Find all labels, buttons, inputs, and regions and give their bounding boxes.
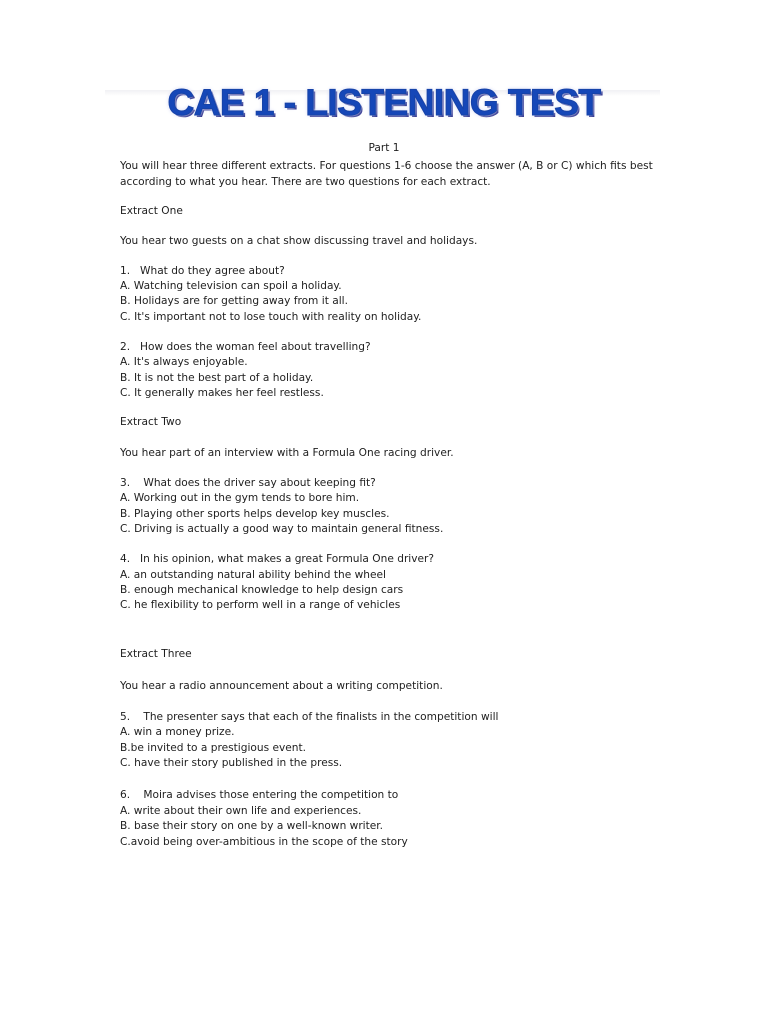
question-text: Moira advises those entering the competition to [140,789,399,801]
extract-context: You hear two guests on a chat show discussing travel and holidays. [120,235,478,247]
answer-option: A. Watching television can spoil a holiday. [120,280,342,292]
answer-option: C. have their story published in the press. [120,757,343,769]
question-number: 4. [120,553,131,565]
part-heading: Part 1 [368,142,400,154]
answer-option: B. Holidays are for getting away from it all. [120,295,348,307]
question [120,477,376,490]
question-text: How does the woman feel about travelling? [140,341,371,353]
question-text: In his opinion, what makes a great Formula One driver? [140,553,435,565]
extract-context: You hear part of an interview with a Formula One racing driver. [120,447,454,459]
question [120,265,285,278]
question-number: 6. [120,789,131,801]
answer-option: A. It's always enjoyable. [120,356,248,368]
question-number: 2. [120,341,131,353]
answer-option: B.be invited to a prestigious event. [120,742,307,754]
question-text: The presenter says that each of the finalists in the competition will [140,711,499,723]
extract-heading: Extract Three [120,648,192,660]
question-number: 1. [120,265,131,277]
answer-option: A. win a money prize. [120,726,235,738]
answer-option: B. base their story on one by a well-known writer. [120,820,384,832]
question [120,341,371,354]
answer-option: B. Playing other sports helps develop key muscles. [120,508,390,520]
extract-heading: Extract Two [120,416,182,428]
question-text: What does the driver say about keeping fit? [140,477,376,489]
answer-option: C. It generally makes her feel restless. [120,387,324,399]
answer-option: B. It is not the best part of a holiday. [120,372,314,384]
intro-line: You will hear three different extracts. For questions 1-6 choose the answer (A, B or C) which fits best [120,160,653,172]
question [120,789,398,802]
answer-option: A. write about their own life and experiences. [120,805,362,817]
question-number: 3. [120,477,131,489]
answer-option: C.avoid being over-ambitious in the scope of the story [120,836,408,848]
extract-heading: Extract One [120,205,183,217]
page-title: CAE 1 - LISTENING TEST [167,82,601,123]
question-number: 5. [120,711,131,723]
answer-option: C. he flexibility to perform well in a range of vehicles [120,599,401,611]
answer-option: A. an outstanding natural ability behind the wheel [120,569,386,581]
intro-line: according to what you hear. There are two questions for each extract. [120,176,491,188]
question [120,711,498,724]
answer-option: C. Driving is actually a good way to maintain general fitness. [120,523,444,535]
answer-option: C. It's important not to lose touch with reality on holiday. [120,311,422,323]
answer-option: A. Working out in the gym tends to bore him. [120,492,360,504]
extract-context: You hear a radio announcement about a writing competition. [120,680,443,692]
question [120,553,434,566]
question-text: What do they agree about? [140,265,285,277]
answer-option: B. enough mechanical knowledge to help design cars [120,584,404,596]
